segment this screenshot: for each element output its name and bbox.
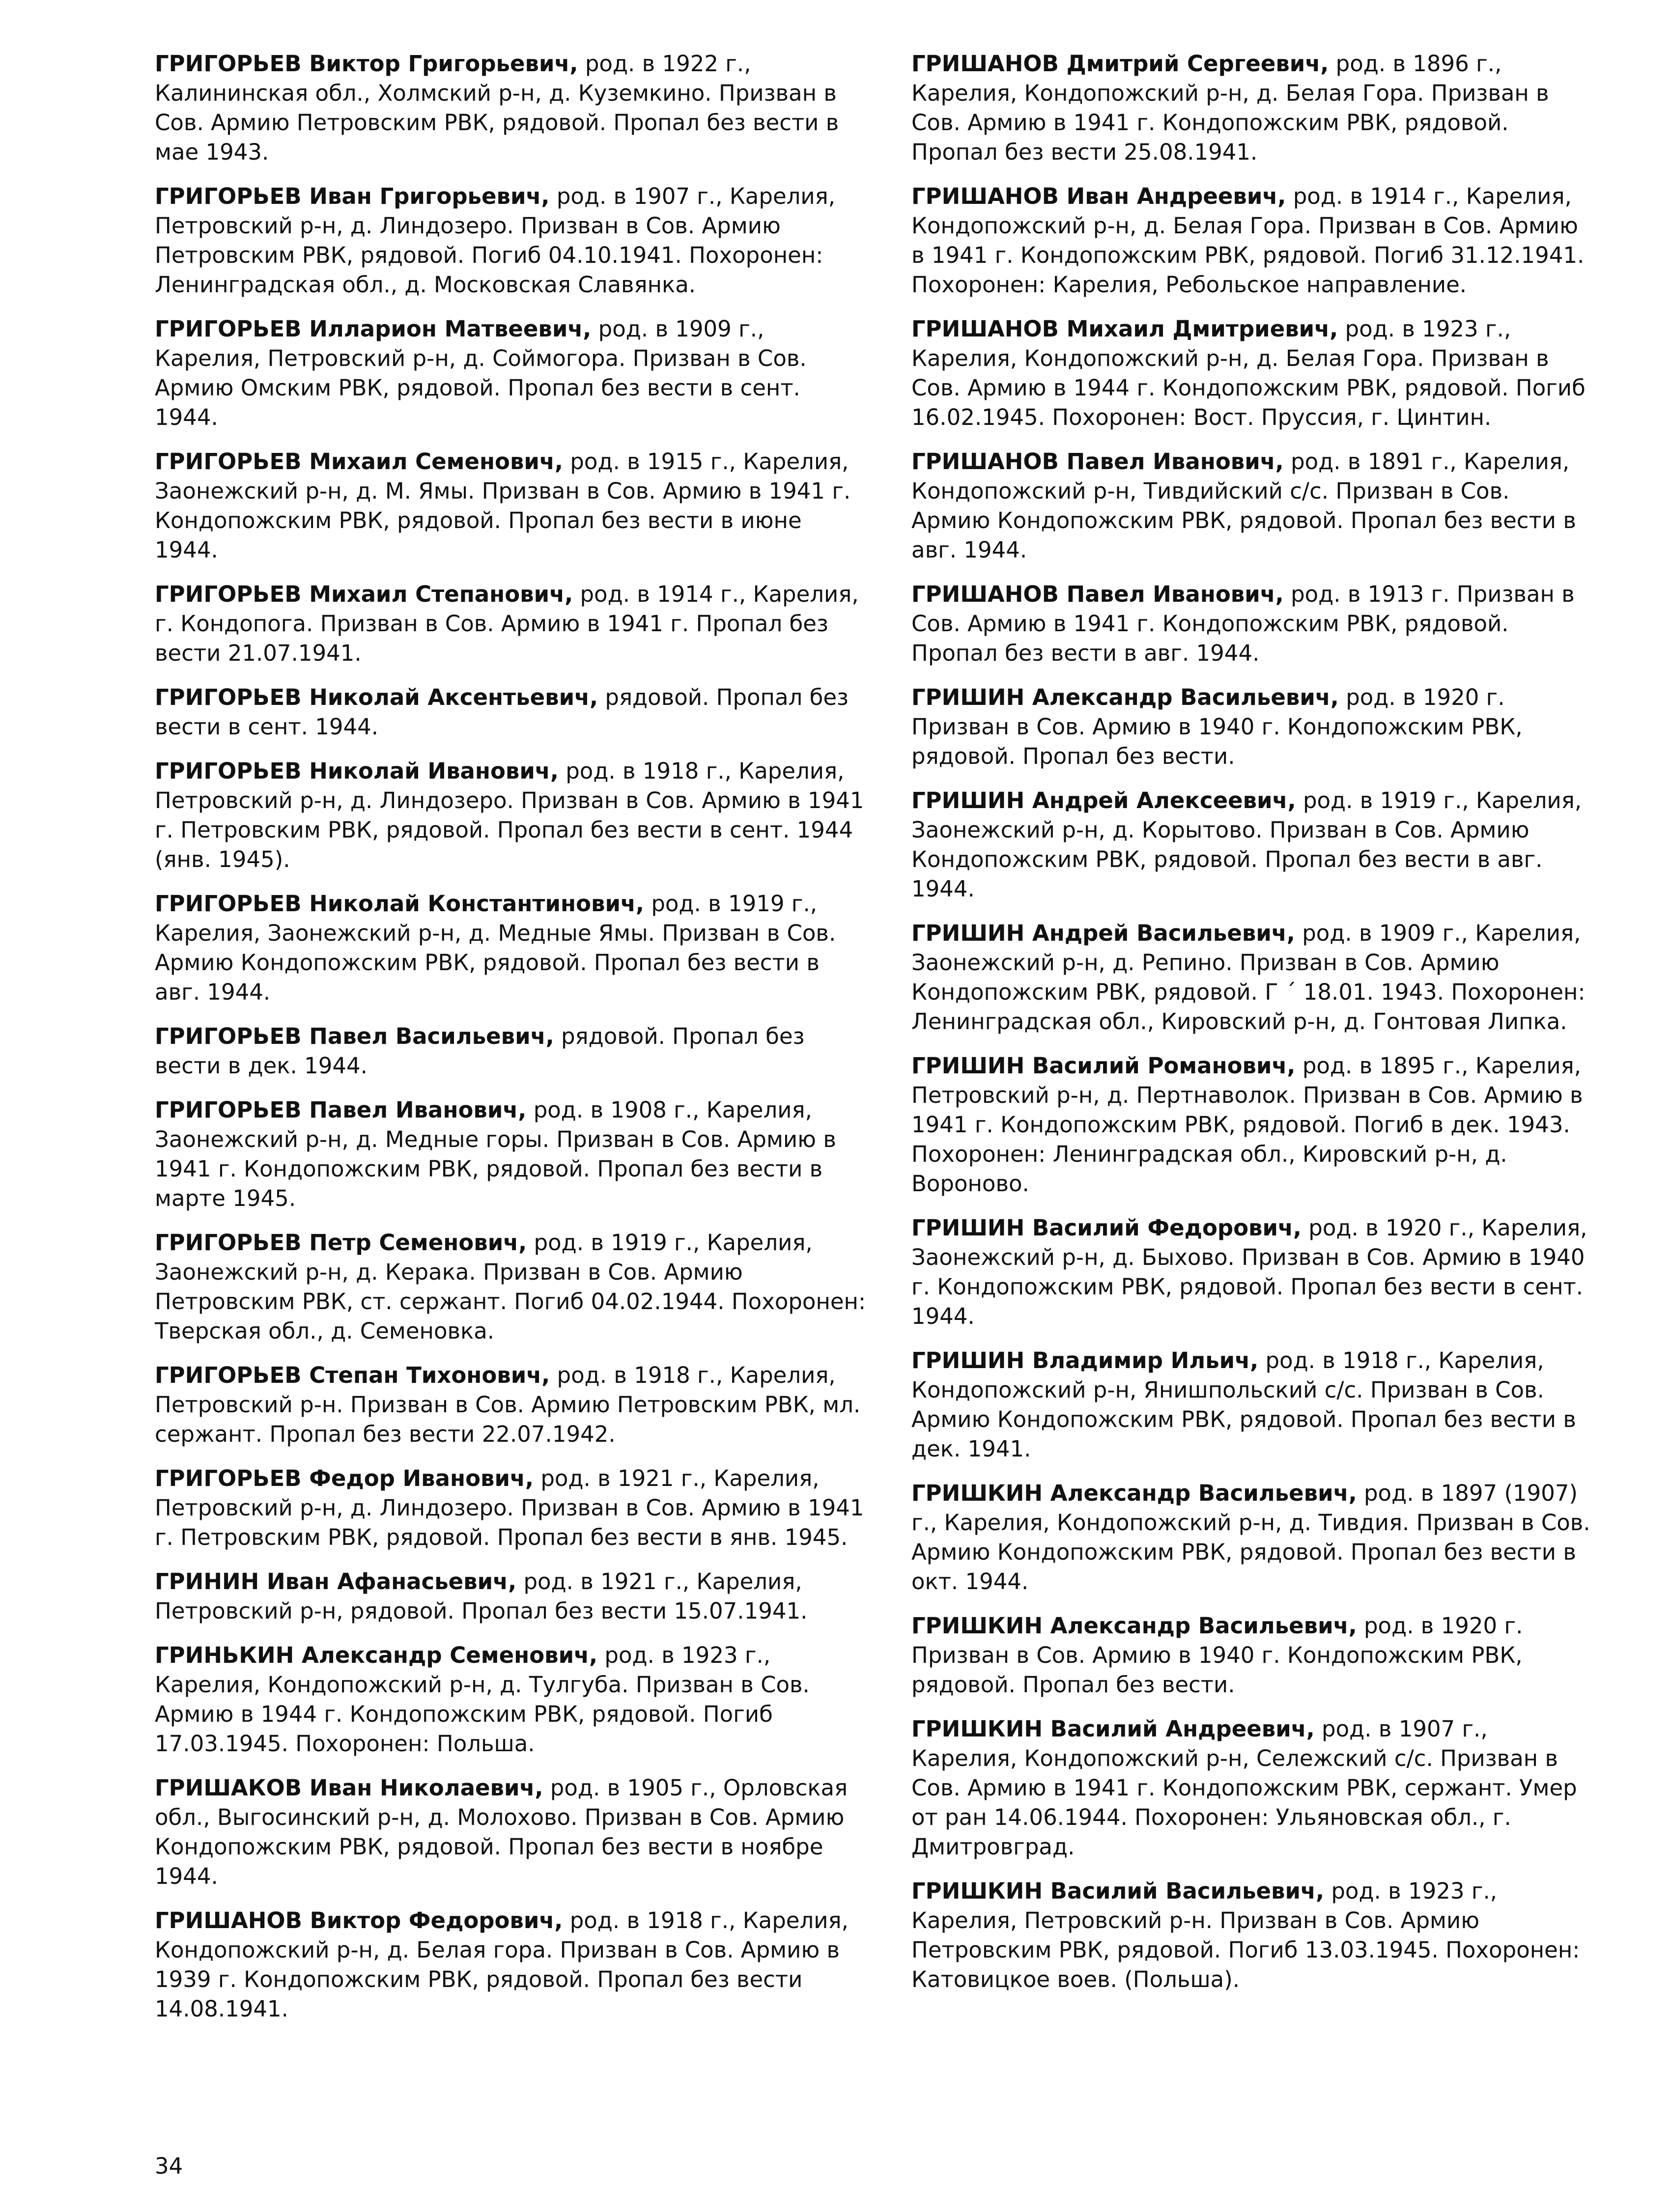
- entry-details: род. в 1907 г., Карелия, Кондопожский р-н, Сележский с/с. Призван в Сов. Армию в 1941 г. Кондопожским РВК, сержант. Умер от ран 14.06.1944. Похоронен: Ульяновская обл., г. Дмитровград.: [911, 1716, 1577, 1860]
- entry-name: ГРИГОРЬЕВ Петр Семенович,: [155, 1230, 527, 1256]
- entry-name: ГРИГОРЬЕВ Николай Константинович,: [155, 891, 645, 917]
- entry-name: ГРИШАНОВ Павел Иванович,: [911, 581, 1284, 607]
- entry-details: род. в 1909 г., Карелия, Петровский р-н, д. Соймогора. Призван в Сов. Армию Омским РВК, рядовой. Пропал без вести в сент. 1944.: [155, 316, 807, 430]
- entry-name: ГРИШКИН Александр Васильевич,: [911, 1480, 1357, 1506]
- entry-details: род. в 1914 г., Карелия, Кондопожский р-н, д. Белая Гора. Призван в Сов. Армию в 1941 г. Кондопожским РВК, рядовой. Погиб 31.12.1941. Похоронен: Карелия, Ребольское направление.: [911, 183, 1585, 298]
- entry-name: ГРИГОРЬЕВ Степан Тихонович,: [155, 1362, 550, 1388]
- entry-details: род. в 1920 г. Призван в Сов. Армию в 1940 г. Кондопожским РВК, рядовой. Пропал без вести.: [911, 684, 1523, 769]
- entry-name: ГРИШИН Александр Васильевич,: [911, 684, 1339, 710]
- entry-name: ГРИШАНОВ Иван Андреевич,: [911, 183, 1286, 209]
- list-item: [911, 1051, 1594, 1199]
- list-item: [155, 1641, 870, 1759]
- entry-details: род. в 1923 г., Карелия, Кондопожский р-н, д. Тулгуба. Призван в Сов. Армию в 1944 г. Кондопожским РВК, рядовой. Погиб 17.03.1945. Похоронен: Польша.: [155, 1642, 810, 1757]
- list-item: [911, 683, 1594, 771]
- entry-name: ГРИГОРЬЕВ Николай Иванович,: [155, 758, 559, 784]
- entry-details: рядовой. Пропал без вести в дек. 1944.: [155, 1023, 805, 1079]
- list-item: [911, 1876, 1594, 1994]
- list-item: [155, 314, 870, 432]
- list-item: [911, 49, 1594, 167]
- list-item: [911, 1714, 1594, 1862]
- entry-name: ГРИШАНОВ Михаил Дмитриевич,: [911, 316, 1338, 342]
- entry-details: род. в 1920 г., Карелия, Заонежский р-н, д. Быхово. Призван в Сов. Армию в 1940 г. Кондопожским РВК, рядовой. Пропал без вести в сент. 1944.: [911, 1215, 1587, 1329]
- list-item: [911, 182, 1594, 300]
- entry-details: род. в 1914 г., Карелия, г. Кондопога. Призван в Сов. Армию в 1941 г. Пропал без вести 21.07.1941.: [155, 581, 859, 666]
- entry-name: ГРИШИН Владимир Ильич,: [911, 1347, 1259, 1373]
- entry-name: ГРИГОРЬЕВ Федор Иванович,: [155, 1465, 534, 1491]
- list-item: [155, 1464, 870, 1552]
- entry-name: ГРИГОРЬЕВ Павел Иванович,: [155, 1097, 527, 1123]
- list-item: [911, 786, 1594, 904]
- entry-name: ГРИШАНОВ Павел Иванович,: [911, 448, 1284, 475]
- entry-details: род. в 1918 г., Карелия, Кондопожский р-н, д. Белая гора. Призван в Сов. Армию в 1939 г. Кондопожским РВК, рядовой. Пропал без вести 14.08.1941.: [155, 1907, 849, 2022]
- left-column: [155, 49, 870, 2039]
- list-item: [155, 580, 870, 668]
- entry-details: род. в 1915 г., Карелия, Заонежский р-н, д. М. Ямы. Призван в Сов. Армию в 1941 г. Кондопожским РВК, рядовой. Пропал без вести в июне 1944.: [155, 448, 851, 563]
- list-item: [155, 1095, 870, 1213]
- entry-name: ГРИШКИН Василий Васильевич,: [911, 1878, 1325, 1904]
- entry-details: род. в 1921 г., Карелия, Петровский р-н, д. Линдозеро. Призван в Сов. Армию в 1941 г. Петровским РВК, рядовой. Пропал без вести в янв. 1945.: [155, 1465, 864, 1550]
- entry-name: ГРИШИН Василий Романович,: [911, 1053, 1296, 1079]
- right-column: [911, 49, 1594, 2009]
- entry-details: род. в 1913 г. Призван в Сов. Армию в 1941 г. Кондопожским РВК, рядовой. Пропал без вести в авг. 1944.: [911, 581, 1575, 666]
- list-item: [911, 1479, 1594, 1596]
- list-item: [155, 49, 870, 167]
- list-item: [911, 1611, 1594, 1700]
- list-item: [155, 1022, 870, 1081]
- entry-name: ГРИШАНОВ Виктор Федорович,: [155, 1907, 563, 1933]
- list-item: [911, 314, 1594, 432]
- list-item: [911, 919, 1594, 1036]
- entry-details: род. в 1918 г., Карелия, Петровский р-н, д. Линдозеро. Призван в Сов. Армию в 1941 г. Петровским РВК, рядовой. Пропал без вести в сент. 1944 (янв. 1945).: [155, 758, 864, 872]
- entry-name: ГРИНЬКИН Александр Семенович,: [155, 1642, 598, 1668]
- entry-name: ГРИШИН Андрей Васильевич,: [911, 920, 1295, 946]
- entry-details: род. в 1895 г., Карелия, Петровский р-н, д. Пертнаволок. Призван в Сов. Армию в 1941 г. Кондопожским РВК, рядовой. Погиб в дек. 1943. Похоронен: Ленинградская обл., Кировский р-н, д. Вороново.: [911, 1053, 1583, 1197]
- entry-name: ГРИНИН Иван Афанасьевич,: [155, 1568, 517, 1595]
- entry-details: род. в 1923 г., Карелия, Кондопожский р-н, д. Белая Гора. Призван в Сов. Армию в 1944 г. Кондопожским РВК, рядовой. Погиб 16.02.1945. Похоронен: Вост. Пруссия, г. Цинтин.: [911, 316, 1585, 430]
- list-item: [911, 1213, 1594, 1331]
- entry-details: род. в 1919 г., Карелия, Заонежский р-н, д. Медные Ямы. Призван в Сов. Армию Кондопожским РВК, рядовой. Пропал без вести в авг. 1944.: [155, 891, 836, 1005]
- list-item: [155, 1773, 870, 1891]
- list-item: [155, 889, 870, 1007]
- entry-name: ГРИШКИН Василий Андреевич,: [911, 1716, 1315, 1742]
- list-item: [155, 447, 870, 565]
- entry-name: ГРИШКИН Александр Васильевич,: [911, 1613, 1357, 1639]
- entry-name: ГРИГОРЬЕВ Виктор Григорьевич,: [155, 51, 578, 77]
- entry-details: рядовой. Пропал без вести в сент. 1944.: [155, 684, 849, 740]
- list-item: [155, 1228, 870, 1346]
- entry-name: ГРИГОРЬЕВ Павел Васильевич,: [155, 1023, 554, 1049]
- entry-details: род. в 1920 г. Призван в Сов. Армию в 1940 г. Кондопожским РВК, рядовой. Пропал без вести.: [911, 1613, 1523, 1698]
- entry-details: род. в 1922 г., Калининская обл., Холмский р-н, д. Куземкино. Призван в Сов. Армию Петровским РВК, рядовой. Пропал без вести в мае 1943.: [155, 51, 839, 165]
- entry-details: род. в 1918 г., Карелия, Петровский р-н. Призван в Сов. Армию Петровским РВК, мл. сержант. Пропал без вести 22.07.1942.: [155, 1362, 861, 1447]
- entry-name: ГРИГОРЬЕВ Николай Аксентьевич,: [155, 684, 598, 710]
- entry-details: род. в 1923 г., Карелия, Петровский р-н. Призван в Сов. Армию Петровским РВК, рядовой. Погиб 13.03.1945. Похоронен: Катовицкое воев. (Польша).: [911, 1878, 1580, 1992]
- list-item: [155, 683, 870, 742]
- entry-name: ГРИГОРЬЕВ Иван Григорьевич,: [155, 183, 550, 209]
- entry-details: род. в 1919 г., Карелия, Заонежский р-н, д. Керака. Призван в Сов. Армию Петровским РВК, ст. сержант. Погиб 04.02.1944. Похоронен: Тверская обл., д. Семеновка.: [155, 1230, 866, 1344]
- list-item: [155, 182, 870, 300]
- entry-details: род. в 1919 г., Карелия, Заонежский р-н, д. Корытово. Призван в Сов. Армию Кондопожским РВК, рядовой. Пропал без вести в авг. 1944.: [911, 787, 1582, 902]
- entry-details: род. в 1907 г., Карелия, Петровский р-н, д. Линдозеро. Призван в Сов. Армию Петровским РВК, рядовой. Погиб 04.10.1941. Похоронен: Ленинградская обл., д. Московская Славянка.: [155, 183, 836, 298]
- entry-name: ГРИШИН Василий Федорович,: [911, 1215, 1302, 1241]
- list-item: [911, 447, 1594, 565]
- list-item: [911, 1346, 1594, 1464]
- list-item: [155, 1361, 870, 1449]
- entry-details: род. в 1918 г., Карелия, Кондопожский р-н, Янишпольский с/с. Призван в Сов. Армию Кондопожским РВК, рядовой. Пропал без вести в дек. 1941.: [911, 1347, 1576, 1462]
- entry-name: ГРИШИН Андрей Алексеевич,: [911, 787, 1296, 813]
- entry-name: ГРИГОРЬЕВ Илларион Матвеевич,: [155, 316, 592, 342]
- entry-details: род. в 1921 г., Карелия, Петровский р-н, рядовой. Пропал без вести 15.07.1941.: [155, 1568, 808, 1624]
- entry-name: ГРИШАНОВ Дмитрий Сергеевич,: [911, 51, 1329, 77]
- list-item: [155, 1906, 870, 2024]
- entry-name: ГРИГОРЬЕВ Михаил Семенович,: [155, 448, 563, 475]
- entry-details: род. в 1909 г., Карелия, Заонежский р-н, д. Репино. Призван в Сов. Армию Кондопожским РВК, рядовой. Г ´ 18.01. 1943. Похоронен: Ленинградская обл., Кировский р-н, д. Гонтовая Липка.: [911, 920, 1585, 1035]
- entry-details: род. в 1905 г., Орловская обл., Выгосинский р-н, д. Молохово. Призван в Сов. Армию Кондопожским РВК, рядовой. Пропал без вести в ноябре 1944.: [155, 1775, 848, 1889]
- entry-name: ГРИШАКОВ Иван Николаевич,: [155, 1775, 543, 1801]
- entry-details: род. в 1897 (1907) г., Карелия, Кондопожский р-н, д. Тивдия. Призван в Сов. Армию Кондопожским РВК, рядовой. Пропал без вести в окт. 1944.: [911, 1480, 1590, 1595]
- list-item: [911, 580, 1594, 668]
- entry-details: род. в 1896 г., Карелия, Кондопожский р-н, д. Белая Гора. Призван в Сов. Армию в 1941 г. Кондопожским РВК, рядовой. Пропал без вести 25.08.1941.: [911, 51, 1549, 165]
- list-item: [155, 756, 870, 874]
- entry-name: ГРИГОРЬЕВ Михаил Степанович,: [155, 581, 573, 607]
- list-item: [155, 1567, 870, 1626]
- entry-details: род. в 1908 г., Карелия, Заонежский р-н, д. Медные горы. Призван в Сов. Армию в 1941 г. Кондопожским РВК, рядовой. Пропал без вести в марте 1945.: [155, 1097, 836, 1211]
- entry-details: род. в 1891 г., Карелия, Кондопожский р-н, Тивдийский с/с. Призван в Сов. Армию Кондопожским РВК, рядовой. Пропал без вести в авг. 1944.: [911, 448, 1576, 563]
- page-number: 34: [155, 2153, 183, 2179]
